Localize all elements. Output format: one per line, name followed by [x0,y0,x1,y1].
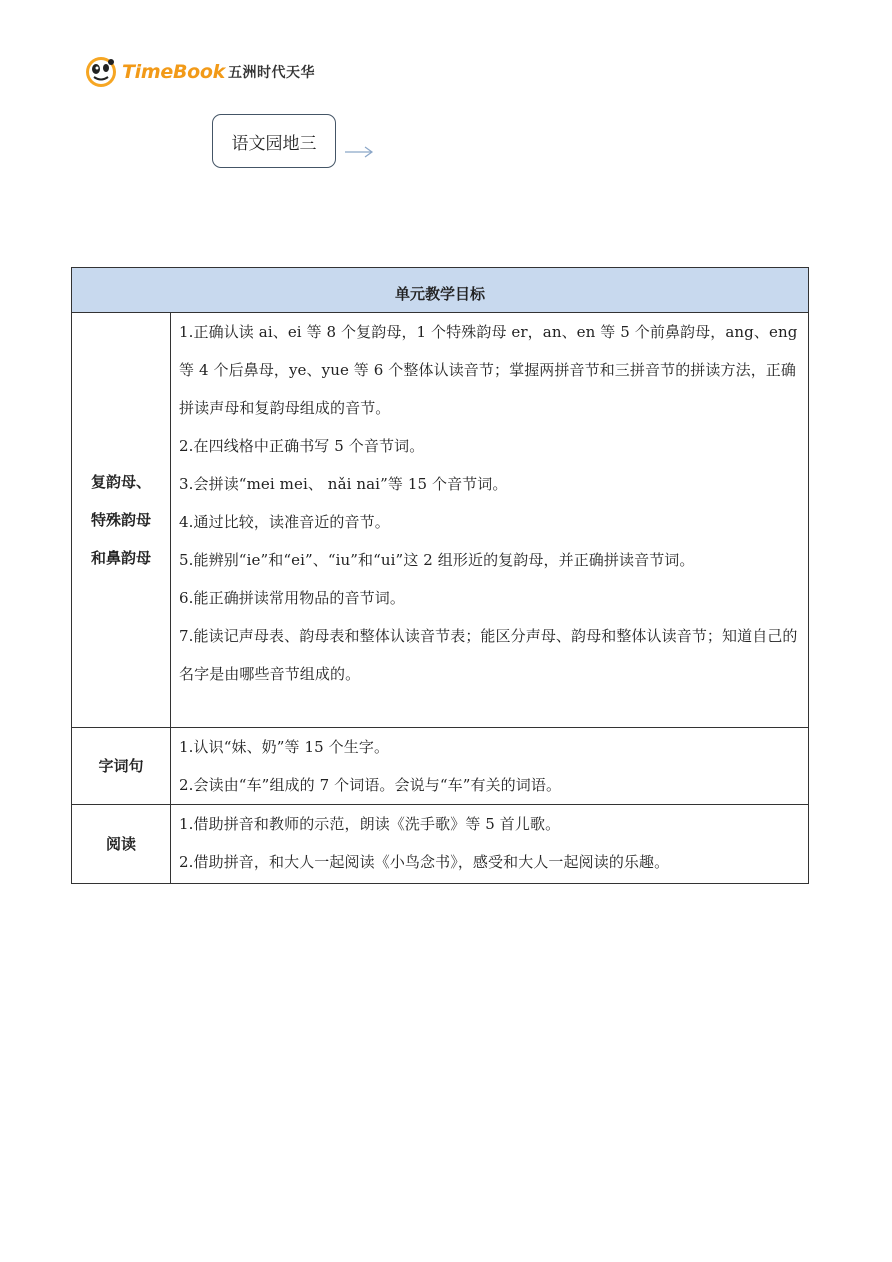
goal-item: 2.会读由“车”组成的 7 个词语。会说与“车”有关的词语。 [179,776,562,794]
category-cell [72,728,171,805]
goal-item: 1.认识“妹、奶”等 15 个生字。 [179,738,390,756]
category-line: 特殊韵母 [90,511,151,529]
category-line: 阅读 [105,835,136,853]
arrow-right-icon [344,144,374,160]
table-row [72,313,809,728]
goal-item: 7.能读记声母表、韵母表和整体认读音节表；能区分声母、韵母和整体认读音节；知道自己的名字是由哪些音节组成的。 [179,627,798,683]
timebook-mascot-icon [84,55,118,89]
goals-cell [171,313,809,728]
category-line: 和鼻韵母 [90,549,151,567]
unit-goals-table [71,267,809,884]
category-line: 字词句 [98,757,144,775]
goal-item: 1.借助拼音和教师的示范，朗读《洗手歌》等 5 首儿歌。 [179,815,561,833]
table-title: 单元教学目标 [72,268,809,313]
table-row [72,728,809,805]
goal-item: 4.通过比较，读准音近的音节。 [179,513,390,531]
goal-item: 6.能正确拼读常用物品的音节词。 [179,589,405,607]
publisher-logo [84,54,315,90]
goals-cell [171,805,809,884]
goal-item: 3.会拼读“mei mei、 nǎi nai”等 15 个音节词。 [179,475,508,493]
section-title: 语文园地三 [231,133,317,154]
category-cell [72,313,171,728]
goal-item: 2.在四线格中正确书写 5 个音节词。 [179,437,425,455]
table-row [72,805,809,884]
category-line: 复韵母、 [90,473,151,491]
goal-item: 5.能辨别“ie”和“ei”、“iu”和“ui”这 2 组形近的复韵母，并正确拼读音节词。 [179,551,695,569]
logo-brand-text: TimeBook [122,61,225,83]
category-cell [72,805,171,884]
goals-cell [171,728,809,805]
logo-chinese-text: 五洲时代天华 [227,65,315,81]
goal-item: 2.借助拼音，和大人一起阅读《小鸟念书》，感受和大人一起阅读的乐趣。 [179,853,670,871]
goal-item: 1.正确认读 ai、ei 等 8 个复韵母，1 个特殊韵母 er，an、en 等 5 个前鼻韵母，ang、eng 等 4 个后鼻母，ye、yue 等 6 个整体认读音节；掌握两拼音节和三拼音节的拼读方法，正确拼读声母和复韵母组成的音节。 [179,323,798,417]
section-title-box [212,114,336,168]
